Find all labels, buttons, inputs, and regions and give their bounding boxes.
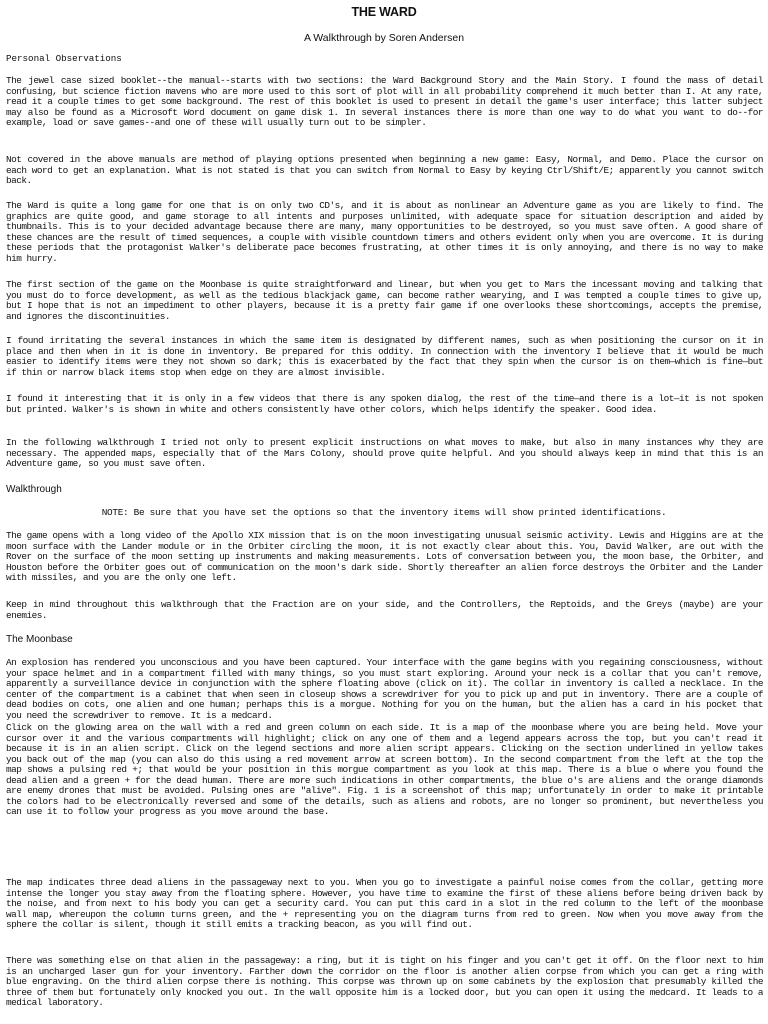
document-subtitle: A Walkthrough by Soren Andersen [303,32,465,44]
paragraph: In the following walkthrough I tried not only to present explicit instructions on what moves to make, but also in many instances why they are necessary. The appended maps, especially that of the Mars Colony, should prove quite helpful. And you should always keep in mind that this is an Adventure game, so you must save often. [6,438,763,469]
section-heading-walkthrough: Walkthrough [6,484,62,495]
section-heading-personal-observations: Personal Observations [6,53,122,64]
paragraph: There was something else on that alien in the passageway: a ring, but it is tight on his finger and you can't get it off. On the floor next to him is an uncharged laser gun for your inventory. Farther down the corridor on the floor is another alien corpse from which you can get a ring with blue engraving. On the third alien corpse there is nothing. This corpse was thrown up on some cabinets by the explosion that presumably killed the three of them but fortunately only knocked you out. In the wall opposite him is a locked door, but you can open it using the medcard. It leads to a medical laboratory. [6,956,763,1008]
paragraph: The jewel case sized booklet--the manual--starts with two sections: the Ward Background Story and the Main Story. I found the mass of detail confusing, but science fiction mavens who are more used to this sort of plot will in all probability comprehend it much better than I. At any rate, read it a couple times to get some background. The rest of this booklet is used to present in detail the game's user interface; this latter subject may also be found as a Microsoft Word document on game disk 1. In several instances there is more than one way to do what you want to do--for example, load or save games--and one of these will usually turn out to be simpler. [6,76,763,128]
paragraph: I found it interesting that it is only in a few videos that there is any spoken dialog, the rest of the time—and there is a lot—it is not spoken but printed. Walker's is shown in white and others consistently have other colors, which helps identify the speaker. Good idea. [6,394,763,415]
document-title: THE WARD [351,5,417,19]
paragraph: The Ward is quite a long game for one that is on only two CD's, and it is about as nonlinear an Adventure game as you are likely to find. The graphics are quite good, and game storage to all intents and purposes unlimited, with adequate space for situation description and aided by thumbnails. This is to your decided advantage because there are many, many opportunities to be destroyed, so you must save often. A good share of these chances are the result of timed sequences, a couple with visible countdown timers and others evident only when you are overcome. It is during these periods that the protagonist Walker's deliberate pace becomes frustrating, at other times it is only annoying, and there is no way to make him hurry. [6,201,763,264]
paragraph: Click on the glowing area on the wall with a red and green column on each side. It is a map of the moonbase where you are being held. Move your cursor over it and the various compartments will highlight; click on any one of them and a legend appears across the top, but you can't read it because it is in an alien script. Click on the legend sections and more alien script appears. Clicking on the section underlined in yellow takes you back out of the map (you can also do this using a red movement arrow at screen bottom). In the second compartment from the left at the top the map shows a pulsing red +; that would be your position in this morgue compartment as you look at this map. There is a blue o where you found the dead alien and a green + for the dead human. There are more such indications in other compartments, the blue o's are aliens and the orange diamonds are enemy drones that must be avoided. Pulsing ones are "alive". Fig. 1 is a screenshot of this map; unfortunately in order to make it printable the colors had to be electronically reversed and some of the details, such as aliens and robots, are no longer so prominent, but nevertheless you can use it to follow your progress as you move around the base. [6,723,763,817]
note-text: NOTE: Be sure that you have set the options so that the inventory items will show printed identifications. [101,507,667,518]
paragraph: The map indicates three dead aliens in the passageway next to you. When you go to investigate a painful noise comes from the collar, getting more intense the longer you stay away from the floating sphere. However, you have time to examine the first of these aliens before being driven back by the noise, and from next to his body you can get a security card. You can put this card in a slot in the red column to the left of the moonbase wall map, whereupon the column turns green, and the + representing you on the diagram turns from red to green. Now when you move away from the sphere the collar is silent, though it still emits a tracking beacon, as you will find out. [6,878,763,930]
paragraph: An explosion has rendered you unconscious and you have been captured. Your interface with the game begins with you regaining consciousness, without your space helmet and in a compartment filled with many things, so you must start exploring. Around your neck is a collar that you can't remove, apparently a surveillance device in conjunction with the sphere floating above (click on it). The collar in inventory is called a necklace. In the center of the compartment is a cabinet that when seen in closeup shows a screwdriver for you to pick up and put in inventory. There are a couple of dead bodies on cots, one alien and one human; perhaps this is a morgue. Nothing for you on the human, but the alien has a card in his pocket that you need the screwdriver to remove. It is a medcard. [6,658,763,721]
paragraph: The first section of the game on the Moonbase is quite straightforward and linear, but when you get to Mars the incessant moving and talking that you must do to force development, as well as the tedious blackjack game, can become rather wearying, and I was tempted a couple times to give up, but I hope that is not an impediment to other players, because it is a pretty fair game if one overlooks these shortcomings, accepts the premise, and ignores the discontinuities. [6,280,763,322]
paragraph: The game opens with a long video of the Apollo XIX mission that is on the moon investigating unusual seismic activity. Lewis and Higgins are at the moon surface with the Lander module or in the Orbiter circling the moon, it is not exactly clear about this. You, David Walker, are out with the Rover on the surface of the moon setting up instruments and making measurements. Lots of conversation between you, the moon base, the Orbiter, and Houston before the Orbiter goes out of communication on the moon's dark side. Shortly thereafter an alien force destroys the Orbiter and the Lander with missiles, and you are the only one left. [6,531,763,583]
section-heading-moonbase: The Moonbase [6,634,73,645]
paragraph: Keep in mind throughout this walkthrough that the Fraction are on your side, and the Controllers, the Reptoids, and the Greys (maybe) are your enemies. [6,600,763,621]
paragraph: I found irritating the several instances in which the same item is designated by different names, such as when positioning the cursor on it in place and then when in it is done in inventory. Be prepared for this oddity. In connection with the inventory I believe that it would be much easier to identify items were they not shown so dark; this is exacerbated by the fact that they spin when the cursor is on them—which is fine—but if thin or narrow black items stop when edge on they are almost invisible. [6,336,763,378]
paragraph: Not covered in the above manuals are method of playing options presented when beginning a new game: Easy, Normal, and Demo. Place the cursor on each word to get an explanation. What is not stated is that you can switch from Normal to Easy by keying Ctrl/Shift/E; apparently you cannot switch back. [6,155,763,186]
